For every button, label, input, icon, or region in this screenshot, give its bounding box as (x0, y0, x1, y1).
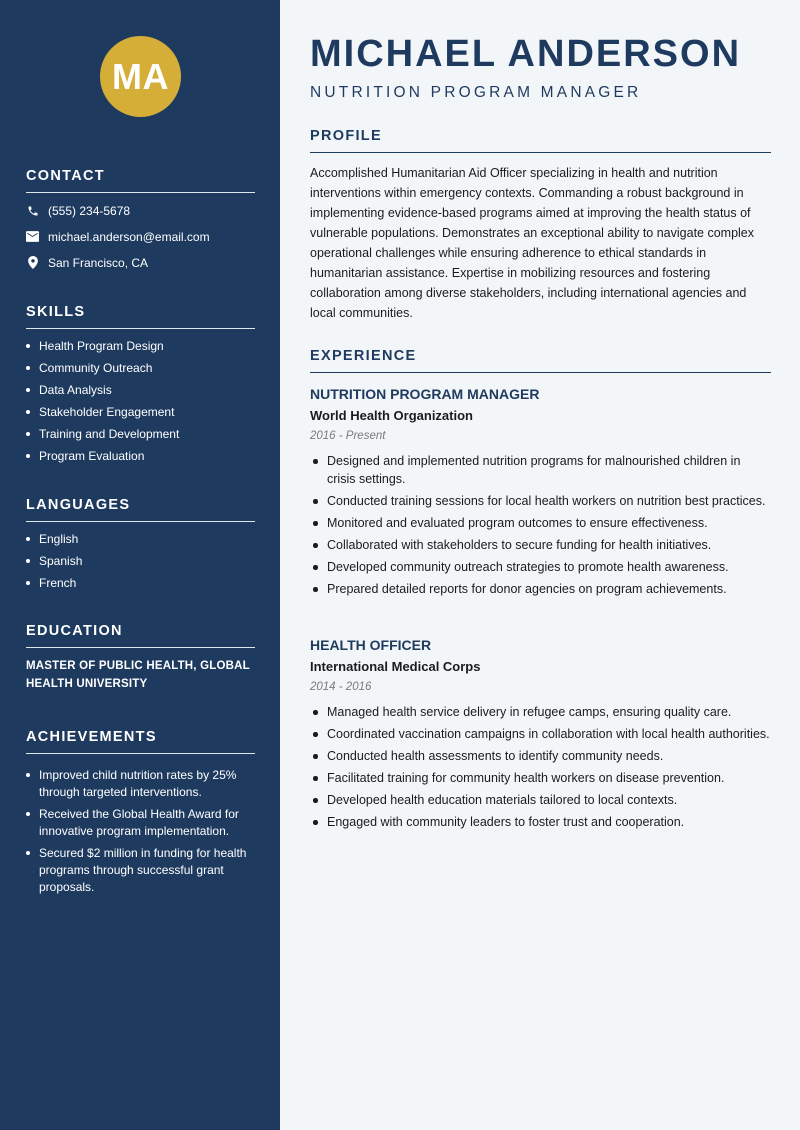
contact-phone (26, 202, 255, 219)
job-organization: International Medical Corps (310, 659, 481, 674)
job-bullet: Developed community outreach strategies to promote health awareness. (310, 558, 771, 576)
skill-item: Health Program Design (26, 338, 255, 354)
achievements-section (26, 729, 255, 901)
candidate-name: MICHAEL ANDERSON (310, 33, 742, 75)
education-section (26, 623, 255, 693)
skills-heading: SKILLS (26, 304, 255, 329)
skills-list (26, 338, 255, 464)
experience-section (310, 348, 771, 373)
job-bullet: Developed health education materials tailored to local contexts. (310, 791, 771, 809)
job-bullet: Coordinated vaccination campaigns in collaboration with local health authorities. (310, 725, 771, 743)
achievement-item: Received the Global Health Award for innovative program implementation. (26, 806, 255, 840)
email-icon (26, 230, 39, 243)
contact-email-text: michael.anderson@email.com (48, 229, 210, 244)
job-role: NUTRITION PROGRAM MANAGER (310, 386, 540, 402)
job-bullet: Managed health service delivery in refugee camps, ensuring quality care. (310, 703, 771, 721)
education-heading: EDUCATION (26, 623, 255, 648)
job-bullet: Collaborated with stakeholders to secure funding for health initiatives. (310, 536, 771, 554)
job-bullet: Designed and implemented nutrition programs for malnourished children in crisis settings. (310, 452, 771, 488)
experience-job (310, 386, 771, 602)
profile-text: Accomplished Humanitarian Aid Officer specializing in health and nutrition interventions within emergency contexts. Commanding a robust background in implementing evidence-based programs aimed at improving the health status of vulnerable populations. Demonstrates an exceptional ability to navigate complex operational challenges while ensuring adherence to ethical standards in humanitarian assistance. Expertise in mobilizing resources and fostering collaboration among diverse stakeholders, including international agencies and local communities. (310, 166, 755, 320)
skill-item: Community Outreach (26, 360, 255, 376)
contact-location-text: San Francisco, CA (48, 255, 149, 270)
job-bullets (310, 452, 771, 598)
job-bullet: Conducted health assessments to identify community needs. (310, 747, 771, 765)
language-item: Spanish (26, 553, 255, 569)
achievements-list (26, 767, 255, 896)
avatar: MA (100, 36, 181, 117)
job-bullet: Prepared detailed reports for donor agencies on program achievements. (310, 580, 771, 598)
skill-item: Training and Development (26, 426, 255, 442)
contact-section (26, 168, 255, 271)
language-item: French (26, 575, 255, 591)
candidate-title: NUTRITION PROGRAM MANAGER (310, 84, 642, 101)
experience-heading: EXPERIENCE (310, 348, 771, 373)
sidebar (0, 0, 280, 1130)
skill-item: Data Analysis (26, 382, 255, 398)
languages-list (26, 531, 255, 591)
profile-section (310, 128, 771, 323)
achievement-item: Improved child nutrition rates by 25% through targeted interventions. (26, 767, 255, 801)
job-bullet: Conducted training sessions for local health workers on nutrition best practices. (310, 492, 771, 510)
job-organization: World Health Organization (310, 408, 473, 423)
language-item: English (26, 531, 255, 547)
skill-item: Program Evaluation (26, 448, 255, 464)
experience-job (310, 637, 771, 835)
skill-item: Stakeholder Engagement (26, 404, 255, 420)
contact-location (26, 254, 255, 271)
education-degree: MASTER OF PUBLIC HEALTH, GLOBAL HEALTH UNIVERSITY (26, 660, 250, 690)
job-dates: 2014 - 2016 (310, 681, 372, 693)
job-role: HEALTH OFFICER (310, 637, 432, 653)
languages-section (26, 497, 255, 597)
profile-heading: PROFILE (310, 128, 771, 153)
contact-heading: CONTACT (26, 168, 255, 193)
skills-section (26, 304, 255, 470)
job-bullet: Facilitated training for community health workers on disease prevention. (310, 769, 771, 787)
contact-email (26, 228, 255, 245)
location-pin-icon (26, 256, 39, 269)
achievements-heading: ACHIEVEMENTS (26, 729, 255, 754)
phone-icon (26, 204, 39, 217)
languages-heading: LANGUAGES (26, 497, 255, 522)
contact-phone-text: (555) 234-5678 (48, 203, 131, 218)
achievement-item: Secured $2 million in funding for health programs through successful grant proposals. (26, 845, 255, 896)
job-bullet: Monitored and evaluated program outcomes to ensure effectiveness. (310, 514, 771, 532)
job-bullets (310, 703, 771, 831)
job-dates: 2016 - Present (310, 430, 386, 442)
job-bullet: Engaged with community leaders to foster trust and cooperation. (310, 813, 771, 831)
